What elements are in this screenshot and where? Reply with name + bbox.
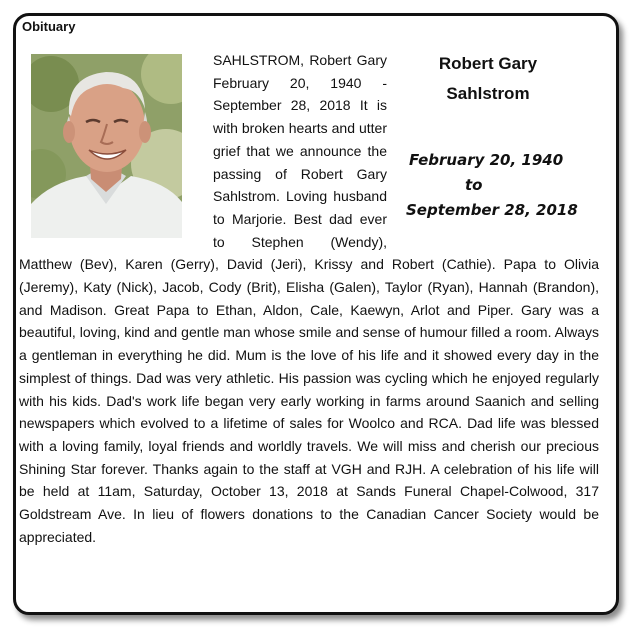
portrait-photo bbox=[31, 54, 182, 238]
name-line-1: Robert Gary bbox=[438, 54, 538, 73]
name-heading bbox=[423, 49, 553, 109]
death-date: September 28, 2018 bbox=[406, 201, 578, 219]
portrait-icon bbox=[31, 54, 182, 238]
obituary-text: SAHLSTROM, Robert Gary February 20, 1940 - September 28, 2018 It is with broken hearts and utter grief that we announce the passing of Robert Gary Sahlstrom. Loving husband to Marjorie. Best dad ever to Stephen (Wendy), Matthew (Bev), Karen (Gerry), David (Jeri), Krissy and Robert (Cathie). Papa to Olivia (Jeremy), Katy (Nick), Jacob, Cody (Brit), Elisha (Galen), Taylor (Ryan), Hannah (Brandon), and Madison. Great Papa to Ethan, Aldon, Cale, Kaewyn, Arlot and Piper. Gary was a beautiful, loving, kind and gentle man whose smile and sense of humour filled a room. Always a gentleman in everything he did. Mum is the love of his life and it showed every day in the simplest of things. Dad was very athletic. His passion was cycling which he enjoyed regularly with his kids. Dad's work life began very early working in farms around Saanich and selling newspapers which evolved to a lifetime of sales for Woolco and RCA. Dad life was blessed with a loving family, loyal friends and worldly travels. We will miss and cherish our precious Shining Star forever. Thanks again to the staff at VGH and RJH. A celebration of his life will be held at 11am, Saturday, October 13, 2018 at Sands Funeral Chapel-Colwood, 317 Goldstream Ave. In lieu of flowers donations to the Canadian Cancer Society would be appreciated. bbox=[19, 52, 599, 545]
birth-date: February 20, 1940 bbox=[409, 151, 564, 169]
date-separator: to bbox=[465, 176, 483, 194]
obituary-body bbox=[19, 49, 599, 548]
heading-block bbox=[401, 49, 599, 239]
photo-container bbox=[19, 49, 199, 239]
name-line-2: Sahlstrom bbox=[446, 84, 530, 103]
section-label: Obituary bbox=[22, 19, 76, 34]
